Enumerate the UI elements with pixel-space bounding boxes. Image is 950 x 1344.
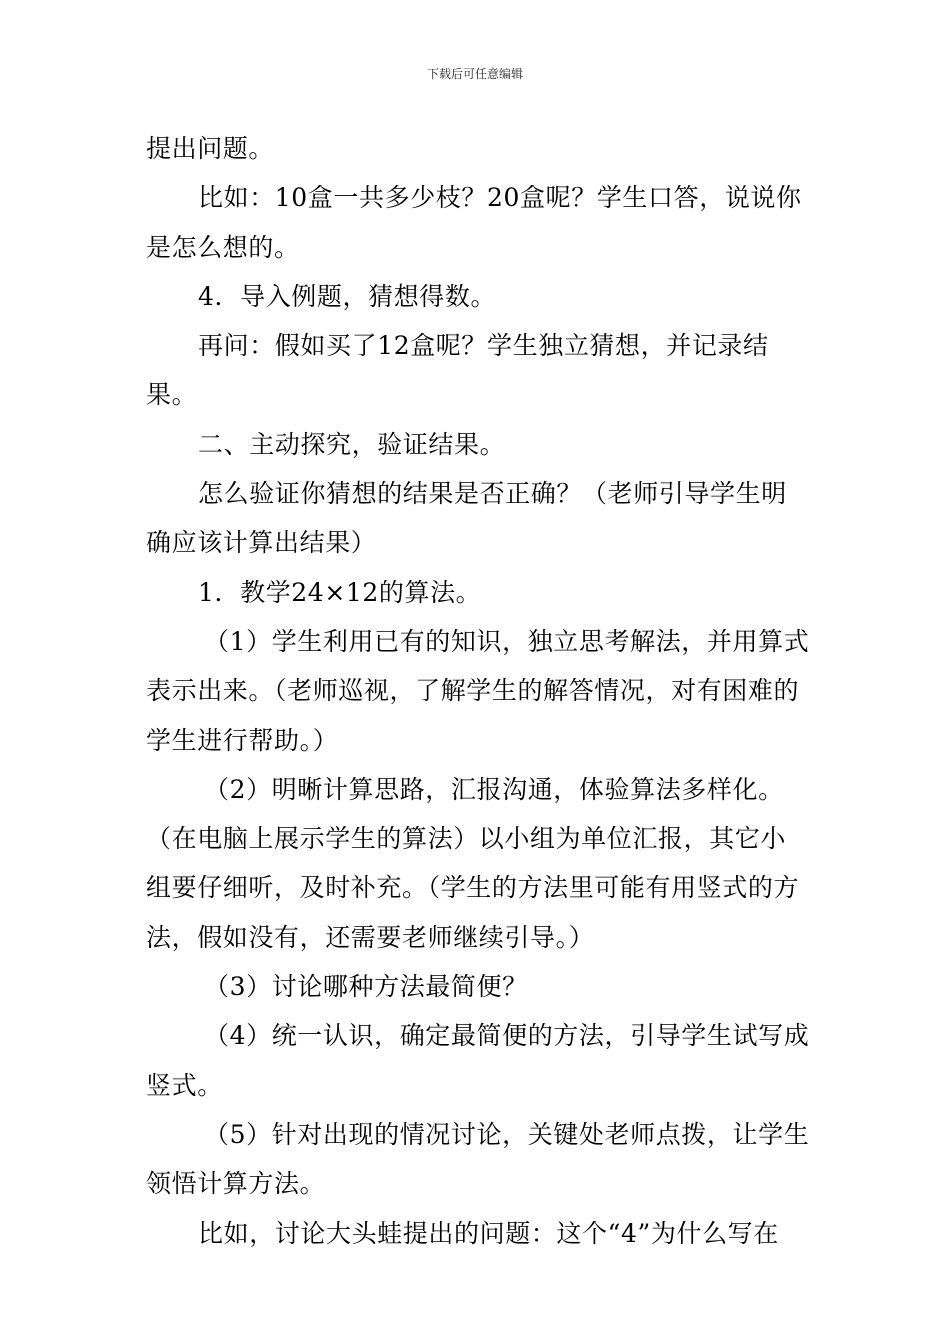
paragraph: （5）针对出现的情况讨论，关键处老师点拨，让学生领悟计算方法。	[146, 1119, 810, 1199]
header-note: 下载后可任意编辑	[426, 67, 523, 81]
paragraph: （2）明晰计算思路，汇报沟通，体验算法多样化。（在电脑上展示学生的算法）以小组为单位汇报，其它小组要仔细听，及时补充。（学生的方法里可能有用竖式的方法，假如没有，还需要老师继续引导。）	[146, 774, 800, 952]
section-heading: 二、主动探究，验证结果。	[198, 429, 506, 459]
paragraph: 再问：假如买了12盒呢？学生独立猜想，并记录结果。	[146, 331, 769, 410]
document-body	[146, 124, 810, 1258]
paragraph: （3）讨论哪种方法最简便？	[204, 972, 528, 1002]
paragraph: 比如，讨论大头蛙提出的问题：这个“4”为什么写在	[198, 1218, 779, 1248]
paragraph: 1．教学24×12的算法。	[198, 577, 482, 607]
paragraph: 比如：10盒一共多少枝？20盒呢？学生口答，说说你是怎么想的。	[146, 183, 802, 262]
paragraph: 提出问题。	[146, 134, 275, 163]
paragraph: （4）统一认识，确定最简便的方法，引导学生试写成竖式。	[146, 1021, 810, 1100]
paragraph: 怎么验证你猜想的结果是否正确？（老师引导学生明确应该计算出结果）	[146, 479, 787, 558]
paragraph: （1）学生利用已有的知识，独立思考解法，并用算式表示出来。（老师巡视，了解学生的解答情况，对有困难的学生进行帮助。）	[146, 626, 810, 755]
paragraph: 4．导入例题，猜想得数。	[198, 281, 497, 311]
